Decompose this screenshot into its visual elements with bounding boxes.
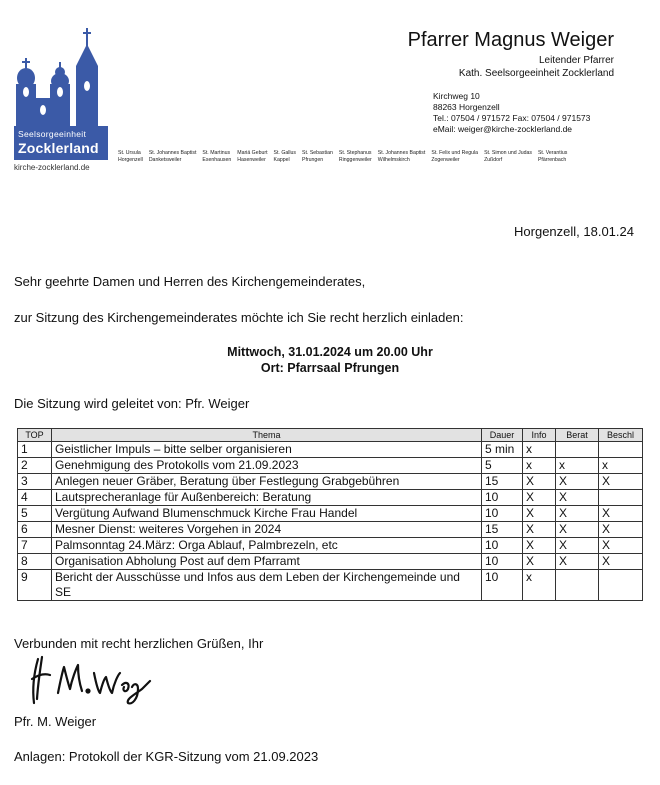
parish-saint: St. Ursula [118, 150, 141, 156]
parish-item [149, 150, 197, 164]
cell-beschl: X [599, 474, 643, 490]
cell-berat: X [556, 522, 599, 538]
cell-beschl [599, 442, 643, 458]
cell-berat: X [556, 490, 599, 506]
cell-berat: X [556, 474, 599, 490]
agenda-table [17, 428, 643, 601]
cell-beschl: x [599, 458, 643, 474]
parish-item [274, 150, 297, 164]
cell-berat: X [556, 554, 599, 570]
cell-info: X [523, 506, 556, 522]
cell-dauer: 5 [482, 458, 523, 474]
table-row [18, 506, 643, 522]
cell-berat [556, 570, 599, 601]
cell-info: X [523, 474, 556, 490]
cell-dauer: 10 [482, 506, 523, 522]
parish-item [431, 150, 478, 164]
table-row [18, 522, 643, 538]
attachments-note: Anlagen: Protokoll der KGR-Sitzung vom 21.09.2023 [14, 749, 319, 764]
cell-thema: Mesner Dienst: weiteres Vorgehen in 2024 [52, 522, 482, 538]
parish-place: Wilhelmskirch [377, 157, 410, 163]
cell-beschl [599, 490, 643, 506]
cell-thema: Lautsprecheranlage für Außenbereich: Beratung [52, 490, 482, 506]
parish-item [538, 150, 567, 164]
handwritten-signature [28, 653, 158, 709]
parish-place: Zußdorf [484, 157, 503, 163]
cell-dauer: 10 [482, 490, 523, 506]
logo-line2: Zocklerland [18, 140, 99, 156]
parish-item [339, 150, 372, 164]
logo-wordmark [14, 126, 108, 160]
parish-item [484, 150, 532, 164]
parish-item [118, 150, 143, 164]
cell-info: X [523, 522, 556, 538]
parish-saint: St. Martinus [202, 150, 231, 156]
parish-place: Hasenweiler [237, 157, 266, 163]
led-by: Die Sitzung wird geleitet von: Pfr. Weiger [14, 396, 250, 411]
letter-date: Horgenzell, 18.01.24 [514, 224, 634, 239]
cell-beschl: X [599, 554, 643, 570]
cell-beschl: X [599, 522, 643, 538]
cell-info: X [523, 538, 556, 554]
cell-dauer: 10 [482, 538, 523, 554]
church-towers-icon [14, 26, 108, 126]
parish-saint: St. Simon und Judas [484, 150, 532, 156]
parish-saint: St. Johannes Baptist [377, 150, 426, 156]
table-row [18, 458, 643, 474]
parish-saint: St. Sebastian [302, 150, 333, 156]
logo-website[interactable]: kirche-zocklerland.de [14, 163, 90, 172]
cell-top: 7 [18, 538, 52, 554]
cell-thema: Bericht der Ausschüsse und Infos aus dem Leben der Kirchengemeinde und SE [52, 570, 482, 601]
parish-item [302, 150, 333, 164]
cell-top: 3 [18, 474, 52, 490]
pastor-unit: Kath. Seelsorgeeinheit Zocklerland [458, 68, 614, 79]
address-street: Kirchweg 10 [433, 91, 480, 101]
parish-place: Pfrungen [302, 157, 324, 163]
parish-saint: St. Stephanus [338, 150, 372, 156]
cell-dauer: 5 min [482, 442, 523, 458]
parish-saint: St. Gallus [273, 150, 297, 156]
cell-info: x [523, 442, 556, 458]
table-row [18, 442, 643, 458]
cell-top: 5 [18, 506, 52, 522]
cell-info: x [523, 570, 556, 601]
cell-dauer: 10 [482, 554, 523, 570]
agenda-header-row [18, 429, 643, 442]
address-email[interactable]: eMail: weiger@kirche-zocklerland.de [433, 124, 573, 134]
letterhead [408, 28, 614, 80]
address-phone: Tel.: 07504 / 971572 Fax: 07504 / 971573 [433, 113, 591, 123]
cell-dauer: 15 [482, 474, 523, 490]
table-row [18, 538, 643, 554]
cell-top: 1 [18, 442, 52, 458]
table-row [18, 554, 643, 570]
parish-place: Danketsweiler [148, 157, 182, 163]
parish-saint: St. Verantius [537, 150, 568, 156]
meeting-place: Ort: Pfarrsaal Pfrungen [260, 361, 400, 375]
pastor-role: Leitender Pfarrer [538, 55, 614, 66]
cell-dauer: 15 [482, 522, 523, 538]
parish-saint: St. Felix und Regula [431, 150, 479, 156]
cell-top: 4 [18, 490, 52, 506]
cell-info: X [523, 490, 556, 506]
parish-saint: Mariä Geburt [237, 150, 268, 156]
parish-logo [14, 26, 110, 172]
parish-list [118, 150, 573, 164]
cell-top: 8 [18, 554, 52, 570]
parish-place: Horgenzell [118, 157, 143, 163]
pastor-name: Pfarrer Magnus Weiger [407, 29, 614, 51]
cell-berat: X [556, 506, 599, 522]
logo-line1: Seelsorgeeinheit [18, 129, 87, 139]
header-berat: Berat [556, 429, 599, 442]
parish-place: Ringgenweiler [338, 157, 372, 163]
cell-info: X [523, 554, 556, 570]
parish-place: Esenhausen [202, 157, 232, 163]
parish-place: Zogenweiler [431, 157, 460, 163]
cell-thema: Palmsonntag 24.März: Orga Ablauf, Palmbrezeln, etc [52, 538, 482, 554]
cell-thema: Geistlicher Impuls – bitte selber organisieren [52, 442, 482, 458]
header-top: TOP [18, 429, 52, 442]
invitation-text: zur Sitzung des Kirchengemeinderates möchte ich Sie recht herzlich einladen: [14, 310, 464, 325]
cell-berat [556, 442, 599, 458]
parish-item [237, 150, 267, 164]
header-info: Info [523, 429, 556, 442]
meeting-date: Mittwoch, 31.01.2024 um 20.00 Uhr [227, 345, 433, 359]
parish-saint: St. Johannes Baptist [148, 150, 197, 156]
cell-thema: Anlegen neuer Gräber, Beratung über Festlegung Grabgebühren [52, 474, 482, 490]
closing-greeting: Verbunden mit recht herzlichen Grüßen, Ihr [14, 636, 264, 651]
parish-place: Pfärrenbach [537, 157, 567, 163]
cell-beschl: X [599, 538, 643, 554]
cell-dauer: 10 [482, 570, 523, 601]
cell-top: 2 [18, 458, 52, 474]
table-row [18, 490, 643, 506]
contact-address [433, 91, 590, 135]
cell-top: 9 [18, 570, 52, 601]
cell-berat: x [556, 458, 599, 474]
header-beschl: Beschl [599, 429, 643, 442]
signer-name: Pfr. M. Weiger [14, 714, 97, 729]
cell-thema: Genehmigung des Protokolls vom 21.09.2023 [52, 458, 482, 474]
cell-berat: X [556, 538, 599, 554]
table-row [18, 570, 643, 601]
header-thema: Thema [52, 429, 482, 442]
parish-place: Kappel [273, 157, 290, 163]
cell-beschl [599, 570, 643, 601]
parish-item [378, 150, 426, 164]
cell-info: x [523, 458, 556, 474]
address-city: 88263 Horgenzell [433, 102, 500, 112]
header-dauer: Dauer [482, 429, 523, 442]
cell-beschl: X [599, 506, 643, 522]
salutation: Sehr geehrte Damen und Herren des Kirchengemeinderates, [14, 274, 366, 289]
cell-thema: Vergütung Aufwand Blumenschmuck Kirche Frau Handel [52, 506, 482, 522]
cell-thema: Organisation Abholung Post auf dem Pfarramt [52, 554, 482, 570]
parish-item [202, 150, 231, 164]
meeting-info [0, 344, 660, 376]
table-row [18, 474, 643, 490]
cell-top: 6 [18, 522, 52, 538]
